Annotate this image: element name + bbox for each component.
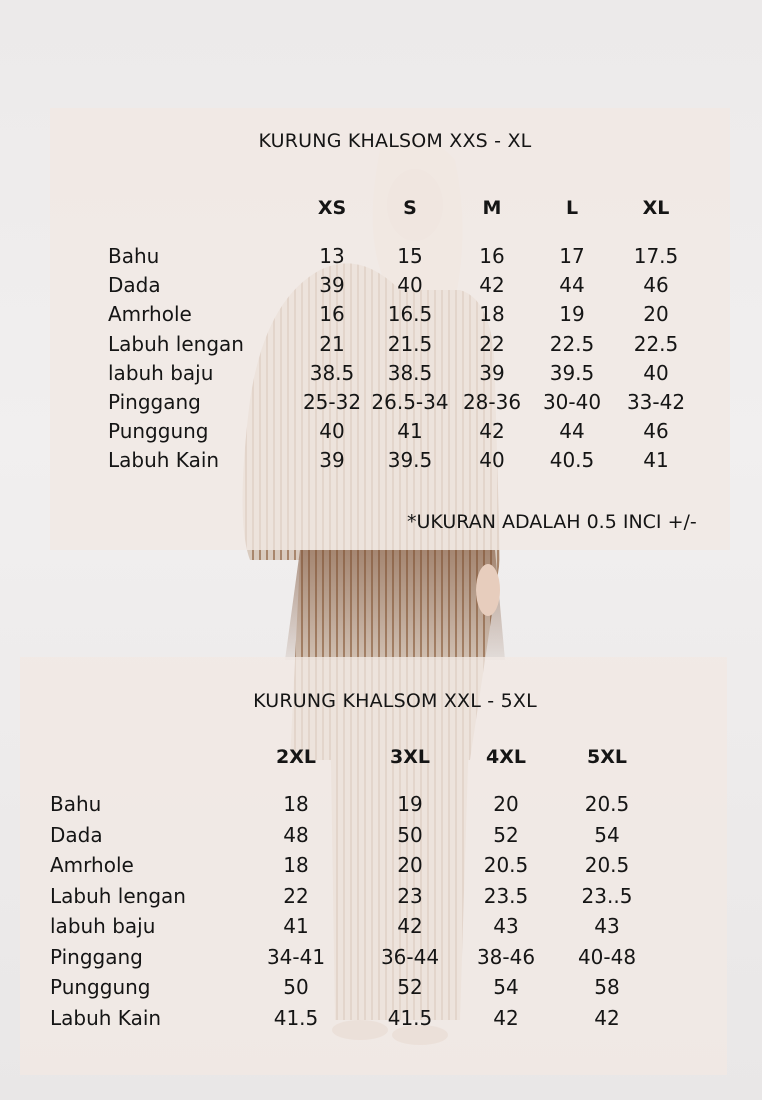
table-cell: 54 (594, 822, 620, 847)
table-cell: 58 (594, 975, 620, 999)
table-cell: 16.5 (387, 302, 433, 327)
row-label: Dada (108, 273, 161, 298)
table-cell: 42 (493, 1005, 519, 1030)
row-label: labuh baju (108, 360, 214, 385)
table-cell: 22 (283, 883, 309, 908)
table-cell: 20.5 (584, 792, 630, 816)
row-label: Amrhole (50, 853, 134, 877)
size-header-2xl: 2XL (276, 746, 316, 768)
table-cell: 38.5 (387, 360, 433, 385)
table-cell: 22.5 (549, 331, 595, 356)
table-cell: 40 (319, 419, 345, 444)
table-cell: 20 (493, 792, 519, 816)
measurement-note: *UKURAN ADALAH 0.5 INCI +/- (407, 511, 697, 533)
table-cell: 18 (479, 302, 505, 327)
table-cell: 16 (479, 244, 505, 268)
table-cell: 43 (594, 914, 620, 938)
table-cell: 40 (479, 448, 505, 473)
table-cell: 26.5-34 (371, 390, 449, 414)
table-cell: 38.5 (309, 360, 355, 385)
table-cell: 48 (283, 822, 309, 847)
size-header-5xl: 5XL (587, 746, 627, 768)
row-label: Punggung (108, 419, 209, 444)
table-cell: 41.5 (273, 1005, 319, 1030)
size-header-3xl: 3XL (390, 746, 430, 768)
table-cell: 39.5 (549, 360, 595, 385)
table-cell: 36-44 (380, 944, 440, 969)
size-header-l: L (565, 197, 579, 219)
table-cell: 40 (643, 360, 669, 385)
table-cell: 52 (493, 822, 519, 847)
table-cell: 17.5 (633, 244, 679, 268)
table-cell: 39.5 (387, 448, 433, 473)
table-cell: 17 (559, 244, 585, 268)
table-cell: 21.5 (387, 331, 433, 356)
table-cell: 25-32 (302, 390, 362, 414)
table-cell: 23..5 (581, 883, 633, 908)
row-label: Bahu (108, 244, 160, 268)
table-cell: 22 (479, 331, 505, 356)
table-cell: 18 (283, 853, 309, 877)
table-cell: 40-48 (577, 944, 637, 969)
size-header-xl: XL (642, 197, 670, 219)
table-cell: 46 (643, 273, 669, 298)
table-cell: 34-41 (266, 944, 326, 969)
table-cell: 30-40 (542, 390, 602, 414)
size-header-m: M (482, 197, 502, 219)
table-cell: 39 (319, 448, 345, 473)
table-cell: 41.5 (387, 1005, 433, 1030)
table-cell: 44 (559, 419, 585, 444)
table-cell: 18 (283, 792, 309, 816)
size-chart-xxs-xl (50, 108, 730, 550)
row-label: Pinggang (50, 944, 143, 969)
row-label: Labuh lengan (50, 883, 186, 908)
table-cell: 41 (643, 448, 669, 473)
table-cell: 40.5 (549, 448, 595, 473)
table-cell: 20 (397, 853, 423, 877)
table-cell: 39 (319, 273, 345, 298)
table-cell: 42 (479, 419, 505, 444)
row-label: Dada (50, 822, 103, 847)
table-cell: 19 (559, 302, 585, 327)
row-label: Labuh Kain (108, 448, 220, 473)
row-label: Punggung (50, 975, 151, 999)
table-cell: 23.5 (483, 883, 529, 908)
size-header-4xl: 4XL (486, 746, 526, 768)
table-cell: 23 (397, 883, 423, 908)
table-cell: 40 (397, 273, 423, 298)
table-cell: 42 (397, 914, 423, 938)
table-cell: 33-42 (626, 390, 686, 414)
table-cell: 15 (397, 244, 423, 268)
table-cell: 46 (643, 419, 669, 444)
row-label: Labuh Kain (50, 1005, 162, 1030)
table-cell: 22.5 (633, 331, 679, 356)
table-cell: 41 (397, 419, 423, 444)
table-cell: 42 (479, 273, 505, 298)
table-cell: 44 (559, 273, 585, 298)
table-cell: 21 (319, 331, 345, 356)
row-label: labuh baju (50, 914, 156, 938)
row-label: Amrhole (108, 302, 192, 327)
table-cell: 50 (397, 822, 423, 847)
table-cell: 16 (319, 302, 345, 327)
table-cell: 41 (283, 914, 309, 938)
table-cell: 42 (594, 1005, 620, 1030)
row-label: Labuh lengan (108, 331, 244, 356)
table-cell: 20 (643, 302, 669, 327)
table-cell: 52 (397, 975, 423, 999)
table-cell: 20.5 (584, 853, 630, 877)
table-cell: 20.5 (483, 853, 529, 877)
table-cell: 28-36 (462, 390, 522, 414)
table-cell: 39 (479, 360, 505, 385)
table-cell: 19 (397, 792, 423, 816)
row-label: Bahu (50, 792, 102, 816)
size-header-s: S (403, 197, 417, 219)
table-cell: 43 (493, 914, 519, 938)
chart-title-xxs-xl: KURUNG KHALSOM XXS - XL (258, 130, 532, 152)
table-cell: 13 (319, 244, 345, 268)
chart-title-xxl-5xl: KURUNG KHALSOM XXL - 5XL (253, 690, 537, 712)
size-header-xs: XS (317, 197, 347, 219)
table-cell: 50 (283, 975, 309, 999)
row-label: Pinggang (108, 390, 201, 414)
table-cell: 54 (493, 975, 519, 999)
table-cell: 38-46 (476, 944, 536, 969)
